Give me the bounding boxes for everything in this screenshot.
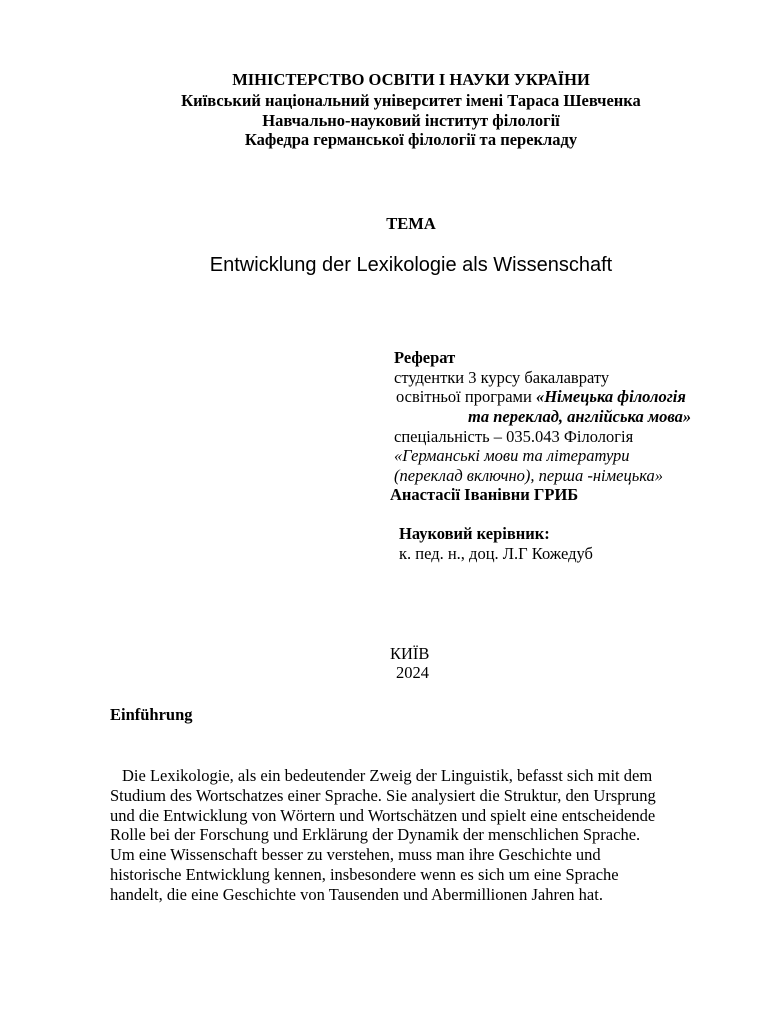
intro-line: Um eine Wissenschaft besser zu verstehen, muss man ihre Geschichte und [110,845,601,865]
program-prefix: освітньої програми [396,387,536,406]
city: КИЇВ [390,644,430,663]
department-name: Кафедра германської філології та перекладу [244,130,578,149]
program-name-part2: та переклад, англійська мова» [468,407,692,426]
topic-label: ТЕМА [386,214,436,233]
paper-title: Entwicklung der Lexikologie als Wissenschaft [209,254,613,276]
institute-name: Навчально-науковий інститут філології [262,111,560,130]
intro-heading: Einführung [110,705,193,724]
ministry-title: МІНІСТЕРСТВО ОСВІТИ І НАУКИ УКРАЇНИ [232,70,590,89]
student-name: Анастасії Іванівни ГРИБ [390,485,579,504]
intro-line: Studium des Wortschatzes einer Sprache. Sie analysiert die Struktur, den Ursprung [110,785,656,805]
specialty-detail-1: «Германські мови та літератури [394,446,630,465]
student-course: студентки 3 курсу бакалаврату [394,368,610,387]
supervisor-name: к. пед. н., доц. Л.Г Кожедуб [399,544,593,563]
intro-line: historische Entwicklung kennen, insbesondere wenn es sich um eine Sprache [110,864,619,884]
specialty-detail-2: (переклад включно), перша -німецька» [394,466,664,485]
year: 2024 [396,663,429,682]
intro-line: Rolle bei der Forschung und Erklärung der Dynamik der menschlichen Sprache. [110,825,641,845]
program-name-part1: «Німецька філологія [535,387,686,406]
intro-line: Die Lexikologie, als ein bedeutender Zweig der Linguistik, befasst sich mit dem [122,766,653,785]
intro-paragraph [110,766,720,905]
document-type: Реферат [394,348,456,367]
university-name: Київський національний університет імені Тараса Шевченка [181,91,641,110]
specialty: спеціальність – 035.043 Філологія [394,427,634,446]
supervisor-label: Науковий керівник: [399,524,550,543]
intro-line: handelt, die eine Geschichte von Tausenden und Abermillionen Jahren hat. [110,884,603,904]
intro-line: und die Entwicklung von Wörtern und Wortschätzen und spielt eine entscheidende [110,805,656,825]
program-line [396,387,686,407]
